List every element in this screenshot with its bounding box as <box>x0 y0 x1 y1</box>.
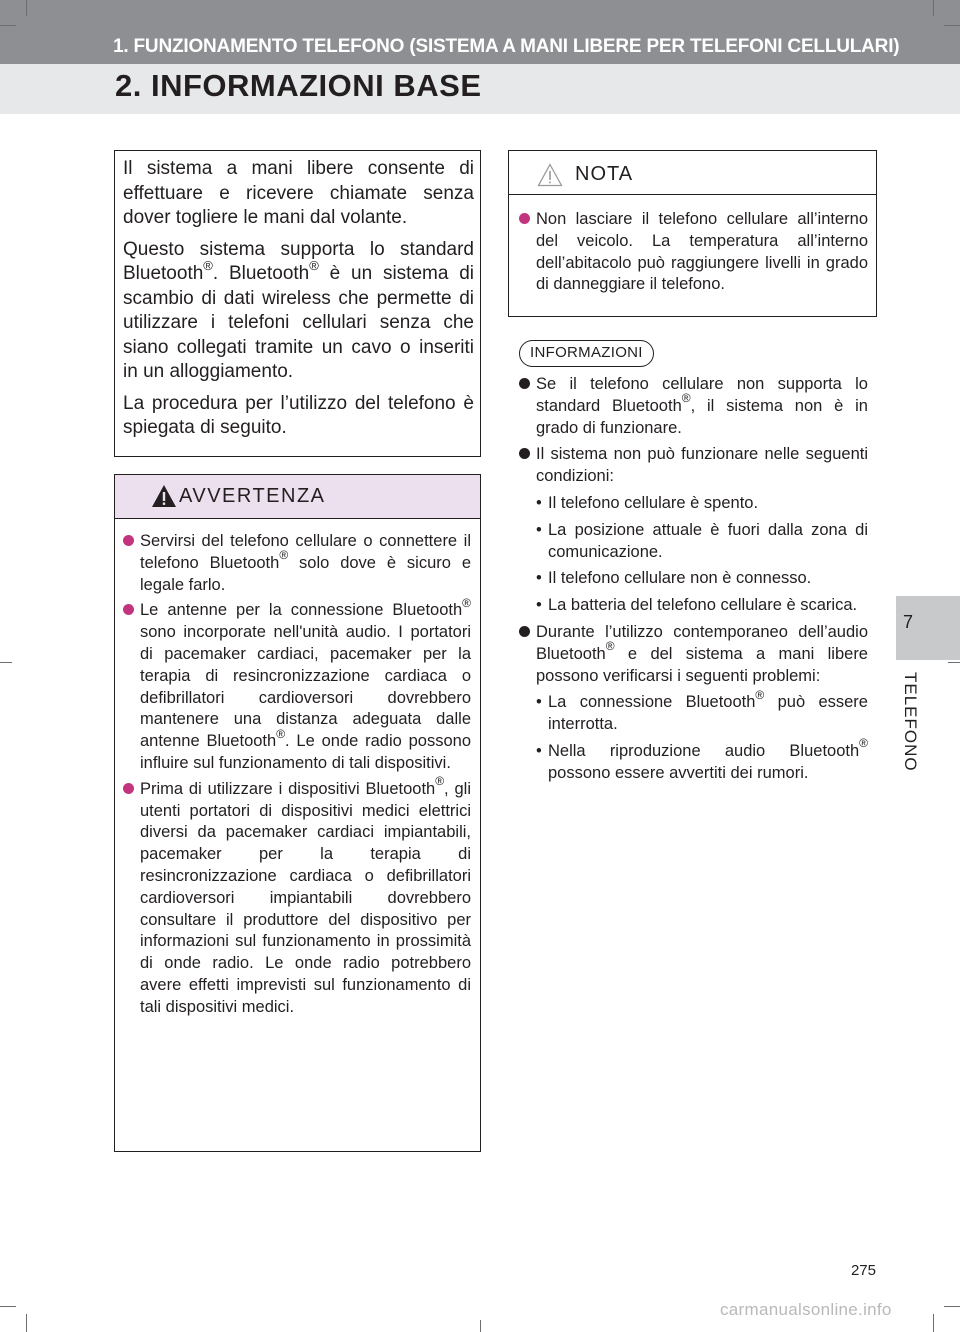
warning-body <box>115 519 480 1019</box>
bullet-icon <box>519 448 530 459</box>
chapter-number: 7 <box>902 612 913 632</box>
bullet-icon <box>519 378 530 389</box>
crop-mark <box>933 0 934 16</box>
note-box <box>508 150 877 317</box>
intro-paragraph-1: Il sistema a mani libere consente di effettuare e ricevere chiamate senza dover togliere le mani dal volante. <box>123 158 474 228</box>
info-label: INFORMAZIONI <box>519 340 654 367</box>
warning-header <box>115 475 480 519</box>
bullet-icon <box>123 535 134 546</box>
section-title: 1. FUNZIONAMENTO TELEFONO (SISTEMA A MANI LIBERE PER TELEFONI CELLULARI) <box>113 36 900 57</box>
chapter-label-text: TELEFONO <box>901 672 920 772</box>
bullet-icon <box>123 604 134 615</box>
page-title: 2. INFORMAZIONI BASE <box>115 68 482 103</box>
list-item: Le antenne per la connessione Bluetooth® sono incorporate nell'unità audio. I portatori di pacemaker cardiaci, pacemaker per la terapia di resincronizzazione cardiaca o defibrillatori cardioversori dovrebbero mantenere una distanza adeguata dalle antenne Bluetooth®. Le onde radio possono influire sul funzionamento di tali dispositivi. <box>123 600 471 774</box>
list-item: Servirsi del telefono cellulare o connettere il telefono Bluetooth® solo dove è sicuro e legale farlo. <box>123 531 471 596</box>
warning-icon <box>151 484 177 508</box>
chapter-label <box>898 672 922 782</box>
bullet-icon <box>519 626 530 637</box>
note-body <box>509 195 876 296</box>
bullet-icon <box>519 213 530 224</box>
crop-mark <box>26 1314 27 1332</box>
crop-mark <box>0 25 16 26</box>
list-item: Il sistema non può funzionare nelle seguenti condizioni: <box>519 444 868 488</box>
list-item: Se il telefono cellulare non supporta lo standard Bluetooth®, il sistema non è in grado di funzionare. <box>519 374 868 439</box>
intro-paragraph-2: Questo sistema supporta lo standard Bluetooth®. Bluetooth® è un sistema di scambio di dati wireless che permette di utilizzare i telefoni cellulari senza che siano collegati tramite un cavo o inseriti in un alloggiamento. <box>123 238 474 382</box>
intro-box <box>114 150 481 457</box>
crop-mark <box>0 1306 16 1307</box>
sub-item: • Nella riproduzione audio Bluetooth® possono essere avvertiti dei rumori. <box>536 736 868 782</box>
sub-item: • La connessione Bluetooth® può essere interrotta. <box>536 687 868 734</box>
sub-item: • Il telefono cellulare è spento. <box>536 493 759 512</box>
page-number: 275 <box>850 1262 876 1279</box>
crop-mark <box>944 25 960 26</box>
watermark[interactable]: carmanualsonline.info <box>720 1300 892 1319</box>
warning-box <box>114 474 481 1152</box>
crop-mark <box>933 1314 934 1332</box>
sub-item: • Il telefono cellulare non è connesso. <box>536 569 812 588</box>
warning-label: AVVERTENZA <box>179 485 326 507</box>
bullet-icon <box>123 783 134 794</box>
list-item: Prima di utilizzare i dispositivi Bluetooth®, gli utenti portatori di dispositivi medici elettrici diversi da pacemaker cardiaci impiantabili, pacemaker per la terapia di resincronizzazione cardiaca o defibrillatori cardioversori impiantabili dovrebbero consultare il produttore del dispositivo per informazioni sul funzionamento in prossimità di onde radio. Le onde radio potrebbero avere effetti imprevisti sul funzionamento di tali dispositivi medici. <box>123 779 471 1019</box>
note-label: NOTA <box>575 163 634 185</box>
info-list <box>519 374 868 790</box>
intro-paragraph-3: La procedura per l’utilizzo del telefono è spiegata di seguito. <box>123 392 474 438</box>
caution-icon <box>537 163 563 187</box>
note-header <box>509 151 876 195</box>
sub-item: • La batteria del telefono cellulare è scarica. <box>536 596 858 615</box>
list-item: Durante l’utilizzo contemporaneo dell’audio Bluetooth® e del sistema a mani libere possono verificarsi i seguenti problemi: <box>519 622 868 687</box>
crop-mark <box>948 662 960 663</box>
crop-mark <box>26 0 27 16</box>
crop-mark <box>480 1320 481 1332</box>
crop-mark <box>0 662 12 663</box>
sub-item: • La posizione attuale è fuori dalla zona di comunicazione. <box>536 520 868 561</box>
crop-mark <box>944 1306 960 1307</box>
list-item: Non lasciare il telefono cellulare all’interno del veicolo. La temperatura all’interno dell’abitacolo può raggiungere livelli in grado di danneggiare il telefono. <box>519 209 868 296</box>
